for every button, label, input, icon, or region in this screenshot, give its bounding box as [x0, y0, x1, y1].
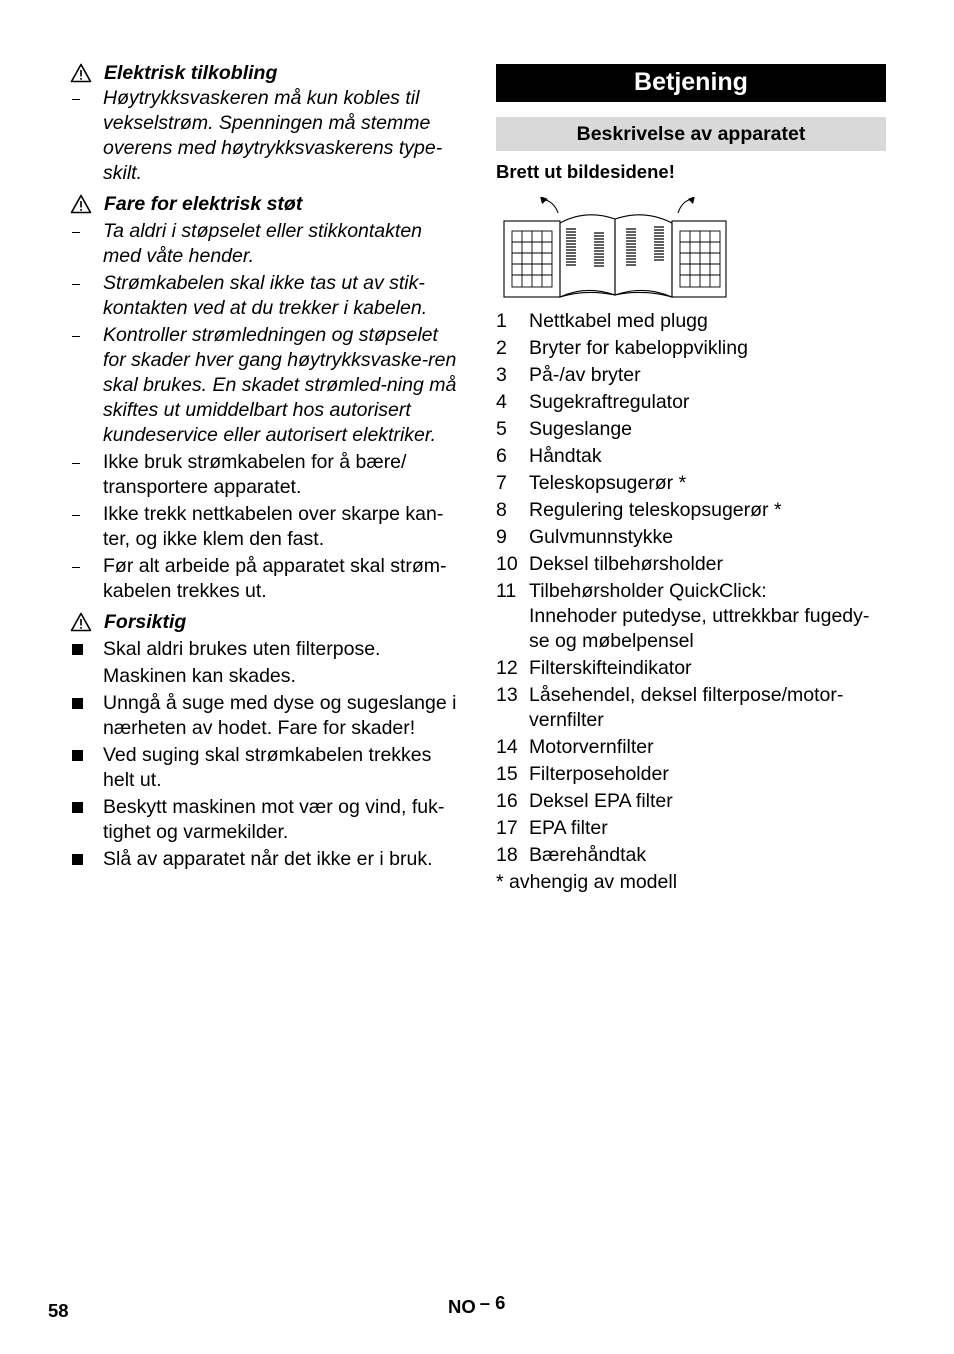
page-number: 58 [48, 1300, 69, 1321]
fold-out-instruction: Brett ut bildesidene! [496, 161, 675, 182]
caution-note: Maskinen kan skades. [103, 665, 296, 687]
list-item: Skal aldri brukes uten filterpose. [70, 637, 462, 662]
language-code: NO [448, 1296, 476, 1317]
warning-triangle-icon [70, 63, 92, 83]
list-item: 6 Håndtak [496, 445, 602, 467]
square-bullet [70, 847, 103, 872]
list-item: Før alt arbeide på apparatet skal strøm-kabelen trekkes ut. [70, 554, 462, 604]
list-item: 8 Regulering teleskopsugerør * [496, 499, 782, 521]
dash-bullet [70, 502, 103, 552]
square-bullet [70, 637, 103, 662]
right-column [496, 64, 886, 895]
dash-bullet [70, 86, 103, 186]
warning-triangle-icon [70, 612, 92, 632]
subsection-title: Beskrivelse av apparatet [496, 117, 886, 151]
dash-bullet [70, 219, 103, 269]
list-item: 11 Tilbehørsholder QuickClick: [496, 580, 767, 602]
warning-triangle-icon [70, 194, 92, 214]
dash-bullet [70, 271, 103, 321]
section-title: Betjening [496, 64, 886, 102]
list-item: 12 Filterskifteindikator [496, 657, 692, 679]
list-item: Unngå å suge med dyse og sugeslange i nærheten av hodet. Fare for skader! [70, 691, 462, 741]
list-item: 14 Motorvernfilter [496, 736, 654, 758]
list-item: 9 Gulvmunnstykke [496, 526, 674, 548]
list-item: 17 EPA filter [496, 817, 608, 839]
list-item: 2 Bryter for kabeloppvikling [496, 337, 748, 359]
list-item: 7 Teleskopsugerør * [496, 472, 687, 494]
list-item: Strømkabelen skal ikke tas ut av stik-kontakten ved at du trekker i kabelen. [70, 271, 462, 321]
square-bullet [70, 691, 103, 741]
dash-bullet [70, 554, 103, 604]
fold-out-pages-figure [502, 197, 886, 307]
square-bullet [70, 795, 103, 845]
list-item: 3 På-/av bryter [496, 364, 641, 386]
open-book-illustration [502, 197, 728, 301]
list-item: Slå av apparatet når det ikke er i bruk. [70, 847, 462, 872]
list-item: 1 Nettkabel med plugg [496, 310, 708, 332]
section-page-label [448, 1292, 506, 1318]
dash-bullet [70, 450, 103, 500]
list-item: Ved suging skal strømkabelen trekkes helt ut. [70, 743, 462, 793]
list-item: Høytrykksvaskeren må kun kobles til vekselstrøm. Spenningen må stemme overens med høytrykksvaskerens type-skilt. [70, 86, 462, 186]
list-item: Ikke trekk nettkabelen over skarpe kan-ter, og ikke klem den fast. [70, 502, 462, 552]
list-item: 16 Deksel EPA filter [496, 790, 673, 812]
list-item: 10 Deksel tilbehørsholder [496, 553, 724, 575]
list-item: 5 Sugeslange [496, 418, 633, 440]
list-item: Ikke bruk strømkabelen for å bære/ transportere apparatet. [70, 450, 462, 500]
square-bullet [70, 743, 103, 793]
list-item: Kontroller strømledningen og støpselet for skader hver gang høytrykksvaske-ren skal brukes. En skadet strømled-ning må skiftes ut umiddelbart hos autorisert kundeservice eller autorisert elektriker. [70, 323, 462, 448]
electric-shock-heading: Fare for elektrisk støt [70, 191, 462, 217]
list-item: Beskytt maskinen mot vær og vind, fuk-tighet og varmekilder. [70, 795, 462, 845]
section-page: – 6 [479, 1292, 506, 1313]
list-item: 18 Bærehåndtak [496, 844, 647, 866]
list-item: 13 Låsehendel, deksel filterpose/motor-vernfilter [496, 684, 844, 731]
list-item: 4 Sugekraftregulator [496, 391, 690, 413]
part-11-note: Innehoder putedyse, uttrekkbar fugedy-se og møbelpensel [529, 605, 870, 652]
list-item: 15 Filterposeholder [496, 763, 669, 785]
left-column [70, 60, 462, 872]
list-item: Ta aldri i støpselet eller stikkontakten med våte hender. [70, 219, 462, 269]
model-footnote: * avhengig av modell [496, 871, 678, 893]
caution-heading: Forsiktig [70, 609, 462, 635]
parts-list [496, 309, 886, 895]
dash-bullet [70, 323, 103, 448]
electric-connection-heading: Elektrisk tilkobling [70, 60, 462, 86]
